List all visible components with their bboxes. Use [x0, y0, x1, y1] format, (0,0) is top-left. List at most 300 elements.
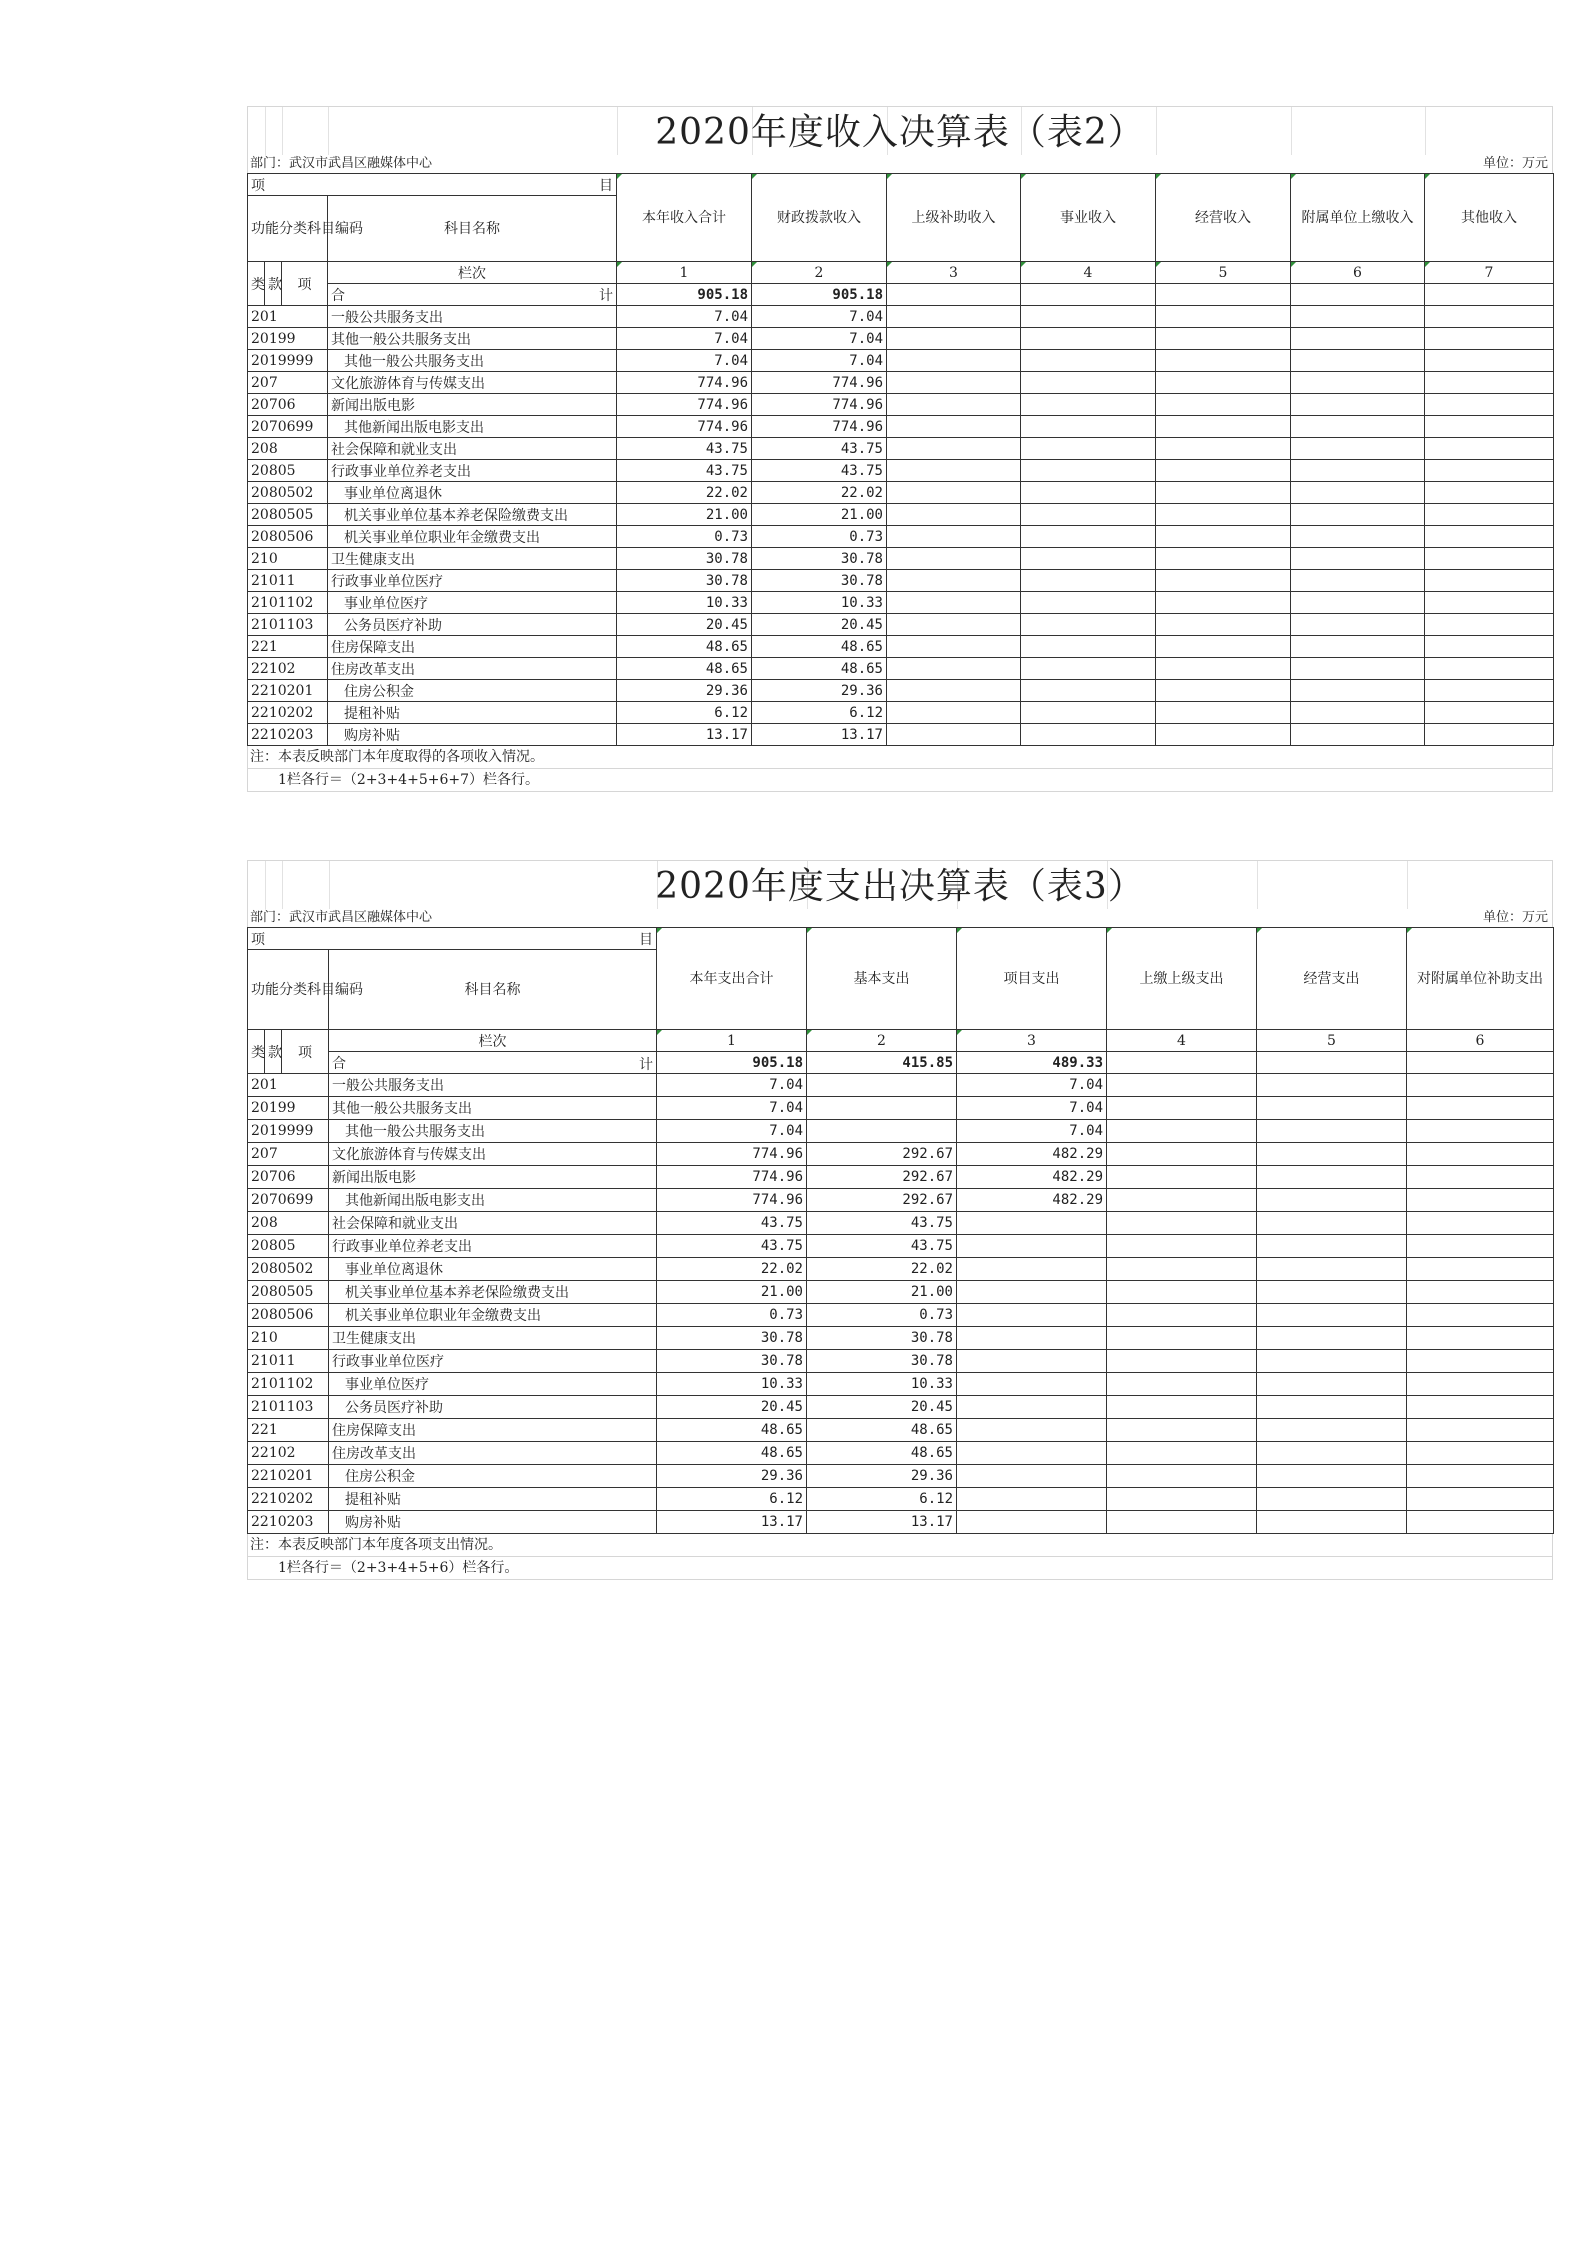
income-row-value-7	[1425, 548, 1554, 570]
income-row-value-1: 774.96	[617, 394, 752, 416]
expenditure-row-code: 2210202	[248, 1488, 329, 1511]
expenditure-row-value-6	[1407, 1327, 1554, 1350]
expenditure-table-row	[248, 1281, 1554, 1304]
expenditure-colnum-3: 3	[957, 1030, 1107, 1052]
income-table-row	[248, 526, 1554, 548]
income-row-value-3	[887, 504, 1021, 526]
expenditure-row-code: 20199	[248, 1097, 329, 1120]
income-total-label	[328, 284, 617, 306]
income-row-value-5	[1156, 504, 1291, 526]
expenditure-row-value-5	[1257, 1074, 1407, 1097]
income-row-value-4	[1021, 482, 1156, 504]
income-row-value-7	[1425, 306, 1554, 328]
expenditure-row-value-5	[1257, 1189, 1407, 1212]
income-row-value-2: 22.02	[752, 482, 887, 504]
income-colnum-3: 3	[887, 262, 1021, 284]
expenditure-row-code: 2070699	[248, 1189, 329, 1212]
expenditure-header-xiang2: 项	[282, 1030, 329, 1074]
income-row-value-3	[887, 614, 1021, 636]
income-row-code: 2019999	[248, 350, 328, 372]
expenditure-row-value-2: 292.67	[807, 1189, 957, 1212]
income-row-value-3	[887, 680, 1021, 702]
income-table-row	[248, 504, 1554, 526]
income-row-code: 22102	[248, 658, 328, 680]
expenditure-row-value-3	[957, 1511, 1107, 1534]
income-row-value-7	[1425, 504, 1554, 526]
income-header-lei: 类	[248, 262, 265, 306]
expenditure-row-value-3	[957, 1465, 1107, 1488]
income-row-value-6	[1291, 438, 1425, 460]
income-row-value-6	[1291, 328, 1425, 350]
expenditure-row-value-2: 20.45	[807, 1396, 957, 1419]
income-row-value-5	[1156, 680, 1291, 702]
income-total-he: 合	[331, 287, 345, 304]
income-unit: 单位：万元	[1482, 156, 1548, 171]
income-colnum-7: 7	[1425, 262, 1554, 284]
expenditure-row-code: 2210201	[248, 1465, 329, 1488]
income-row-value-6	[1291, 306, 1425, 328]
income-row-name: 机关事业单位职业年金缴费支出	[328, 526, 617, 548]
expenditure-row-value-1: 7.04	[657, 1097, 807, 1120]
expenditure-row-value-6	[1407, 1212, 1554, 1235]
expenditure-row-value-1: 0.73	[657, 1304, 807, 1327]
income-row-value-3	[887, 570, 1021, 592]
expenditure-table-row	[248, 1304, 1554, 1327]
expenditure-row-value-6	[1407, 1166, 1554, 1189]
expenditure-total-6	[1407, 1052, 1554, 1074]
expenditure-row-value-3: 7.04	[957, 1120, 1107, 1143]
income-row-value-3	[887, 658, 1021, 680]
income-row-value-2: 7.04	[752, 306, 887, 328]
expenditure-table-row	[248, 1097, 1554, 1120]
income-row-value-4	[1021, 350, 1156, 372]
income-row-value-6	[1291, 394, 1425, 416]
expenditure-row-value-2	[807, 1120, 957, 1143]
expenditure-row-value-5	[1257, 1442, 1407, 1465]
income-row-value-4	[1021, 504, 1156, 526]
expenditure-row-code: 2080502	[248, 1258, 329, 1281]
expenditure-row-value-3: 7.04	[957, 1074, 1107, 1097]
income-row-name: 住房改革支出	[328, 658, 617, 680]
expenditure-row-value-5	[1257, 1373, 1407, 1396]
income-row-value-1: 0.73	[617, 526, 752, 548]
income-row-value-1: 20.45	[617, 614, 752, 636]
expenditure-row-value-6	[1407, 1419, 1554, 1442]
expenditure-row-value-2: 30.78	[807, 1327, 957, 1350]
expenditure-row-value-2: 292.67	[807, 1143, 957, 1166]
expenditure-row-value-3	[957, 1327, 1107, 1350]
income-row-value-6	[1291, 372, 1425, 394]
income-row-code: 2080505	[248, 504, 328, 526]
income-row-value-7	[1425, 526, 1554, 548]
income-table-row	[248, 658, 1554, 680]
expenditure-row-value-1: 7.04	[657, 1120, 807, 1143]
expenditure-row-value-1: 43.75	[657, 1212, 807, 1235]
expenditure-row-code: 201	[248, 1074, 329, 1097]
expenditure-row-value-3: 7.04	[957, 1097, 1107, 1120]
income-colnum-6: 6	[1291, 262, 1425, 284]
income-row-value-5	[1156, 460, 1291, 482]
income-row-name: 公务员医疗补助	[328, 614, 617, 636]
income-row-value-4	[1021, 702, 1156, 724]
expenditure-table-row	[248, 1143, 1554, 1166]
income-row-value-2: 30.78	[752, 570, 887, 592]
expenditure-row-value-3	[957, 1235, 1107, 1258]
income-row-value-3	[887, 328, 1021, 350]
income-row-value-6	[1291, 592, 1425, 614]
expenditure-row-value-5	[1257, 1350, 1407, 1373]
expenditure-row-value-5	[1257, 1097, 1407, 1120]
expenditure-table-row	[248, 1488, 1554, 1511]
expenditure-row-value-4	[1107, 1396, 1257, 1419]
income-row-value-1: 7.04	[617, 306, 752, 328]
income-row-name: 购房补贴	[328, 724, 617, 746]
income-row-code: 21011	[248, 570, 328, 592]
expenditure-row-value-4	[1107, 1281, 1257, 1304]
income-row-value-6	[1291, 658, 1425, 680]
expenditure-total-1: 905.18	[657, 1052, 807, 1074]
expenditure-row-name: 住房保障支出	[329, 1419, 657, 1442]
income-table-row	[248, 372, 1554, 394]
expenditure-total-row	[248, 1052, 1554, 1074]
expenditure-row-value-3	[957, 1304, 1107, 1327]
income-table-row	[248, 570, 1554, 592]
expenditure-row-value-5	[1257, 1396, 1407, 1419]
income-row-value-3	[887, 592, 1021, 614]
income-row-value-4	[1021, 658, 1156, 680]
expenditure-total-5	[1257, 1052, 1407, 1074]
income-row-value-2: 29.36	[752, 680, 887, 702]
expenditure-row-value-5	[1257, 1304, 1407, 1327]
income-row-code: 20706	[248, 394, 328, 416]
expenditure-row-name: 新闻出版电影	[329, 1166, 657, 1189]
income-total-5	[1156, 284, 1291, 306]
income-row-value-4	[1021, 438, 1156, 460]
income-row-value-7	[1425, 328, 1554, 350]
income-row-value-2: 774.96	[752, 394, 887, 416]
income-row-value-5	[1156, 416, 1291, 438]
expenditure-row-value-4	[1107, 1212, 1257, 1235]
income-row-value-5	[1156, 306, 1291, 328]
income-row-value-7	[1425, 416, 1554, 438]
expenditure-row-code: 21011	[248, 1350, 329, 1373]
expenditure-row-value-5	[1257, 1120, 1407, 1143]
income-table-row	[248, 680, 1554, 702]
expenditure-table-title: 2020年度支出决算表（表3）	[655, 866, 1145, 907]
income-row-value-1: 30.78	[617, 570, 752, 592]
income-row-name: 住房公积金	[328, 680, 617, 702]
income-row-name: 一般公共服务支出	[328, 306, 617, 328]
expenditure-row-value-1: 774.96	[657, 1143, 807, 1166]
income-row-code: 2080502	[248, 482, 328, 504]
expenditure-row-value-5	[1257, 1258, 1407, 1281]
income-row-value-4	[1021, 614, 1156, 636]
income-row-value-3	[887, 702, 1021, 724]
income-meta-row	[247, 155, 1553, 173]
income-row-value-5	[1156, 482, 1291, 504]
expenditure-row-value-4	[1107, 1074, 1257, 1097]
income-row-value-4	[1021, 306, 1156, 328]
expenditure-row-code: 20706	[248, 1166, 329, 1189]
expenditure-row-value-6	[1407, 1511, 1554, 1534]
expenditure-row-value-4	[1107, 1097, 1257, 1120]
income-table-row	[248, 460, 1554, 482]
expenditure-row-name: 购房补贴	[329, 1511, 657, 1534]
income-row-name: 住房保障支出	[328, 636, 617, 658]
expenditure-row-value-6	[1407, 1488, 1554, 1511]
expenditure-row-value-6	[1407, 1350, 1554, 1373]
income-row-value-5	[1156, 328, 1291, 350]
expenditure-row-name: 其他一般公共服务支出	[329, 1097, 657, 1120]
income-row-name: 新闻出版电影	[328, 394, 617, 416]
income-header-kuan: 款	[265, 262, 282, 306]
expenditure-table-row	[248, 1465, 1554, 1488]
expenditure-row-value-2: 21.00	[807, 1281, 957, 1304]
income-row-value-1: 6.12	[617, 702, 752, 724]
expenditure-row-value-2: 292.67	[807, 1166, 957, 1189]
income-col-header-5: 经营收入	[1156, 174, 1291, 262]
income-table	[247, 173, 1554, 746]
expenditure-row-value-2	[807, 1097, 957, 1120]
income-row-value-3	[887, 636, 1021, 658]
income-row-value-2: 7.04	[752, 328, 887, 350]
income-row-value-5	[1156, 592, 1291, 614]
expenditure-table-row	[248, 1212, 1554, 1235]
income-row-value-6	[1291, 526, 1425, 548]
income-row-value-1: 29.36	[617, 680, 752, 702]
income-table-row	[248, 328, 1554, 350]
income-col-header-2: 财政拨款收入	[752, 174, 887, 262]
income-row-code: 207	[248, 372, 328, 394]
expenditure-row-value-5	[1257, 1488, 1407, 1511]
expenditure-row-value-5	[1257, 1143, 1407, 1166]
expenditure-row-value-3	[957, 1488, 1107, 1511]
expenditure-col-header-2: 基本支出	[807, 928, 957, 1030]
income-department: 部门：武汉市武昌区融媒体中心	[250, 156, 433, 171]
income-row-value-6	[1291, 724, 1425, 746]
income-row-value-5	[1156, 526, 1291, 548]
expenditure-row-value-4	[1107, 1419, 1257, 1442]
income-row-code: 20199	[248, 328, 328, 350]
income-table-row	[248, 438, 1554, 460]
income-row-value-2: 774.96	[752, 416, 887, 438]
income-col-header-4: 事业收入	[1021, 174, 1156, 262]
income-row-value-6	[1291, 416, 1425, 438]
expenditure-row-value-1: 22.02	[657, 1258, 807, 1281]
income-total-1: 905.18	[617, 284, 752, 306]
expenditure-row-value-3	[957, 1350, 1107, 1373]
income-table-row	[248, 592, 1554, 614]
income-row-value-1: 774.96	[617, 372, 752, 394]
expenditure-colnum-1: 1	[657, 1030, 807, 1052]
income-row-value-5	[1156, 702, 1291, 724]
expenditure-row-value-4	[1107, 1189, 1257, 1212]
income-header-name: 科目名称	[328, 196, 617, 262]
expenditure-row-code: 207	[248, 1143, 329, 1166]
expenditure-row-value-2	[807, 1074, 957, 1097]
expenditure-table-row	[248, 1166, 1554, 1189]
expenditure-row-code: 2101103	[248, 1396, 329, 1419]
income-header-mu: 目	[599, 178, 613, 194]
income-row-name: 行政事业单位养老支出	[328, 460, 617, 482]
income-row-value-4	[1021, 570, 1156, 592]
expenditure-row-value-6	[1407, 1373, 1554, 1396]
expenditure-col-header-3: 项目支出	[957, 928, 1107, 1030]
expenditure-row-value-1: 774.96	[657, 1166, 807, 1189]
expenditure-row-code: 22102	[248, 1442, 329, 1465]
income-row-value-3	[887, 350, 1021, 372]
expenditure-row-value-5	[1257, 1212, 1407, 1235]
expenditure-row-value-6	[1407, 1281, 1554, 1304]
income-row-value-4	[1021, 460, 1156, 482]
income-colnum-5: 5	[1156, 262, 1291, 284]
income-total-row	[248, 284, 1554, 306]
income-row-value-4	[1021, 416, 1156, 438]
income-row-value-2: 13.17	[752, 724, 887, 746]
income-row-code: 2080506	[248, 526, 328, 548]
income-row-value-2: 30.78	[752, 548, 887, 570]
expenditure-total-2: 415.85	[807, 1052, 957, 1074]
expenditure-row-value-4	[1107, 1258, 1257, 1281]
income-row-value-7	[1425, 460, 1554, 482]
income-row-value-4	[1021, 394, 1156, 416]
expenditure-row-value-1: 29.36	[657, 1465, 807, 1488]
income-row-name: 其他一般公共服务支出	[328, 328, 617, 350]
expenditure-row-value-6	[1407, 1442, 1554, 1465]
expenditure-header-name: 科目名称	[329, 950, 657, 1030]
income-table-row	[248, 482, 1554, 504]
income-colnum-4: 4	[1021, 262, 1156, 284]
income-table-row	[248, 636, 1554, 658]
income-row-value-2: 20.45	[752, 614, 887, 636]
expenditure-note-2: 1栏各行＝（2+3+4+5+6）栏各行。	[247, 1557, 1553, 1580]
income-row-code: 210	[248, 548, 328, 570]
income-row-value-1: 7.04	[617, 328, 752, 350]
expenditure-row-value-6	[1407, 1097, 1554, 1120]
expenditure-row-name: 其他新闻出版电影支出	[329, 1189, 657, 1212]
income-row-value-7	[1425, 658, 1554, 680]
income-row-value-5	[1156, 350, 1291, 372]
income-row-code: 208	[248, 438, 328, 460]
income-table-row	[248, 416, 1554, 438]
income-colnum-2: 2	[752, 262, 887, 284]
income-table-row	[248, 306, 1554, 328]
income-row-value-5	[1156, 724, 1291, 746]
expenditure-row-value-2: 6.12	[807, 1488, 957, 1511]
expenditure-row-value-4	[1107, 1235, 1257, 1258]
income-row-value-6	[1291, 482, 1425, 504]
expenditure-row-value-4	[1107, 1327, 1257, 1350]
income-row-code: 2101102	[248, 592, 328, 614]
income-row-value-6	[1291, 680, 1425, 702]
expenditure-table-row	[248, 1235, 1554, 1258]
income-row-value-1: 10.33	[617, 592, 752, 614]
expenditure-row-value-1: 30.78	[657, 1350, 807, 1373]
income-table-row	[248, 614, 1554, 636]
income-row-value-4	[1021, 372, 1156, 394]
income-total-3	[887, 284, 1021, 306]
expenditure-header-lei: 类	[248, 1030, 265, 1074]
income-table-row	[248, 702, 1554, 724]
income-row-code: 2210201	[248, 680, 328, 702]
expenditure-colnum-5: 5	[1257, 1030, 1407, 1052]
income-row-value-5	[1156, 438, 1291, 460]
expenditure-row-value-5	[1257, 1327, 1407, 1350]
income-total-4	[1021, 284, 1156, 306]
expenditure-row-code: 2080505	[248, 1281, 329, 1304]
expenditure-row-name: 社会保障和就业支出	[329, 1212, 657, 1235]
income-row-value-6	[1291, 614, 1425, 636]
income-row-value-4	[1021, 548, 1156, 570]
expenditure-row-value-6	[1407, 1235, 1554, 1258]
income-row-value-3	[887, 526, 1021, 548]
expenditure-row-value-6	[1407, 1304, 1554, 1327]
expenditure-row-value-2: 29.36	[807, 1465, 957, 1488]
income-row-code: 201	[248, 306, 328, 328]
income-row-value-3	[887, 438, 1021, 460]
expenditure-row-value-2: 30.78	[807, 1350, 957, 1373]
income-row-value-2: 48.65	[752, 658, 887, 680]
income-row-value-5	[1156, 548, 1291, 570]
expenditure-col-header-6: 对附属单位补助支出	[1407, 928, 1554, 1030]
income-row-value-6	[1291, 636, 1425, 658]
income-row-value-3	[887, 482, 1021, 504]
income-row-value-7	[1425, 350, 1554, 372]
expenditure-row-value-1: 21.00	[657, 1281, 807, 1304]
income-row-value-2: 48.65	[752, 636, 887, 658]
income-total-6	[1291, 284, 1425, 306]
income-row-value-3	[887, 394, 1021, 416]
expenditure-table-row	[248, 1511, 1554, 1534]
income-row-value-7	[1425, 702, 1554, 724]
income-row-value-3	[887, 306, 1021, 328]
expenditure-total-ji: 计	[639, 1057, 653, 1073]
expenditure-row-name: 一般公共服务支出	[329, 1074, 657, 1097]
income-note-1: 注：本表反映部门本年度取得的各项收入情况。	[247, 746, 1553, 769]
income-row-value-2: 6.12	[752, 702, 887, 724]
income-header-xiang: 项	[251, 177, 265, 194]
income-row-value-3	[887, 416, 1021, 438]
income-row-value-5	[1156, 614, 1291, 636]
expenditure-row-value-4	[1107, 1465, 1257, 1488]
income-row-value-7	[1425, 680, 1554, 702]
expenditure-row-value-1: 30.78	[657, 1327, 807, 1350]
expenditure-row-value-5	[1257, 1166, 1407, 1189]
expenditure-row-code: 208	[248, 1212, 329, 1235]
income-row-name: 事业单位离退休	[328, 482, 617, 504]
expenditure-row-value-2: 43.75	[807, 1235, 957, 1258]
income-row-value-1: 43.75	[617, 460, 752, 482]
income-row-value-7	[1425, 438, 1554, 460]
income-total-2: 905.18	[752, 284, 887, 306]
expenditure-row-value-2: 22.02	[807, 1258, 957, 1281]
expenditure-row-value-5	[1257, 1465, 1407, 1488]
income-row-value-7	[1425, 482, 1554, 504]
income-row-name: 文化旅游体育与传媒支出	[328, 372, 617, 394]
income-row-value-3	[887, 548, 1021, 570]
expenditure-header-xiangmu	[248, 928, 657, 950]
income-header-xiang2: 项	[282, 262, 328, 306]
expenditure-header-mu: 目	[639, 932, 653, 948]
expenditure-row-value-5	[1257, 1281, 1407, 1304]
expenditure-row-name: 事业单位离退休	[329, 1258, 657, 1281]
expenditure-table-row	[248, 1350, 1554, 1373]
expenditure-table-row	[248, 1074, 1554, 1097]
expenditure-row-value-3	[957, 1281, 1107, 1304]
income-total-7	[1425, 284, 1554, 306]
income-row-code: 2070699	[248, 416, 328, 438]
income-row-code: 20805	[248, 460, 328, 482]
